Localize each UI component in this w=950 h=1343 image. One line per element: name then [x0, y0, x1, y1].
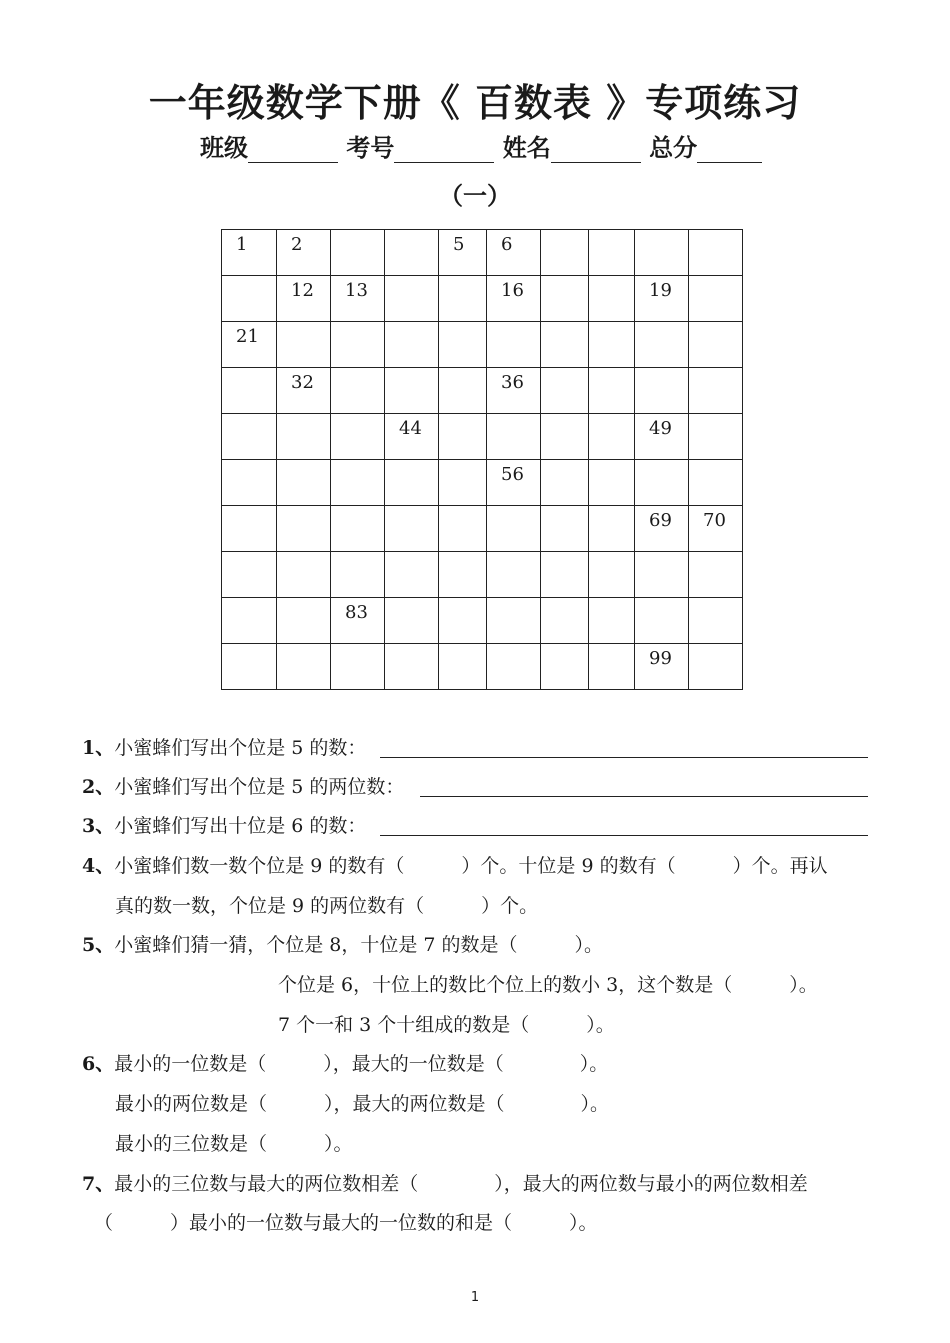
grid-cell-blank[interactable]: [589, 460, 635, 506]
grid-cell-value: [331, 460, 384, 464]
grid-cell-value: [487, 598, 540, 602]
grid-cell-value: 6: [501, 234, 513, 255]
grid-cell-blank[interactable]: [689, 230, 743, 276]
grid-cell-value: 13: [345, 280, 368, 301]
question-5-line-2: 个位是 6，十位上的数比个位上的数小 3，这个数是（ ）。: [278, 974, 818, 996]
grid-cell-value: [222, 368, 276, 372]
total-blank[interactable]: [697, 136, 762, 163]
grid-cell-blank[interactable]: [589, 276, 635, 322]
grid-cell-value: [689, 276, 742, 280]
grid-cell-blank[interactable]: [635, 322, 689, 368]
grid-cell-filled: [689, 506, 743, 552]
grid-cell-blank[interactable]: [589, 230, 635, 276]
grid-cell-value: 83: [345, 602, 368, 623]
student-info-line: [200, 128, 762, 164]
question-5-line-3: 7 个一和 3 个十组成的数是（ ）。: [278, 1014, 615, 1036]
exam-no-blank[interactable]: [394, 136, 494, 163]
grid-cell-value: [439, 506, 486, 510]
grid-cell-blank[interactable]: [635, 598, 689, 644]
grid-cell-value: [541, 598, 588, 602]
grid-cell-blank[interactable]: [635, 368, 689, 414]
grid-cell-value: [277, 414, 330, 418]
grid-cell-value: [589, 506, 634, 510]
question-7-line-1: [82, 1171, 808, 1197]
grid-cell-blank[interactable]: [277, 506, 331, 552]
grid-cell-value: [385, 230, 438, 234]
grid-cell-blank[interactable]: [689, 414, 743, 460]
grid-cell-value: [277, 506, 330, 510]
grid-cell-blank[interactable]: [541, 368, 589, 414]
grid-cell-value: [331, 230, 384, 234]
answer-line[interactable]: [380, 835, 868, 836]
grid-cell-blank[interactable]: [439, 460, 487, 506]
grid-cell-blank[interactable]: [331, 322, 385, 368]
grid-cell-blank[interactable]: [385, 322, 439, 368]
hundred-chart-grid: [221, 229, 743, 690]
question-number: 2、: [82, 776, 115, 798]
grid-cell-value: [439, 322, 486, 326]
grid-cell-filled: [277, 230, 331, 276]
grid-cell-value: [439, 460, 486, 464]
grid-cell-blank[interactable]: [222, 414, 277, 460]
grid-cell-value: [331, 506, 384, 510]
grid-cell-blank[interactable]: [635, 460, 689, 506]
grid-cell-blank[interactable]: [541, 322, 589, 368]
grid-cell-blank[interactable]: [331, 414, 385, 460]
grid-cell-blank[interactable]: [277, 644, 331, 690]
name-label: 姓名: [502, 134, 551, 162]
grid-cell-blank[interactable]: [439, 552, 487, 598]
grid-cell-value: [635, 460, 688, 464]
grid-cell-blank[interactable]: [222, 460, 277, 506]
grid-cell-value: [439, 414, 486, 418]
grid-cell-value: [635, 322, 688, 326]
grid-cell-value: [222, 506, 276, 510]
grid-cell-blank[interactable]: [589, 598, 635, 644]
total-label: 总分: [649, 134, 698, 162]
grid-cell-value: 5: [453, 234, 465, 255]
grid-row: [222, 276, 743, 322]
grid-cell-filled: [487, 276, 541, 322]
grid-cell-value: [439, 598, 486, 602]
grid-cell-value: [385, 460, 438, 464]
grid-cell-value: [222, 644, 276, 648]
question-number: 6、: [82, 1053, 115, 1075]
grid-cell-blank[interactable]: [331, 506, 385, 552]
grid-cell-value: [541, 644, 588, 648]
grid-cell-value: [277, 322, 330, 326]
grid-cell-value: 44: [399, 418, 422, 439]
grid-row: [222, 322, 743, 368]
grid-cell-value: [589, 644, 634, 648]
grid-row: [222, 598, 743, 644]
question-4-line-1: [82, 853, 828, 879]
grid-cell-blank[interactable]: [222, 552, 277, 598]
grid-cell-value: [439, 368, 486, 372]
question-2: [82, 774, 404, 800]
grid-cell-blank[interactable]: [331, 552, 385, 598]
grid-cell-blank[interactable]: [487, 552, 541, 598]
grid-cell-value: [689, 644, 742, 648]
grid-cell-value: 1: [236, 234, 248, 255]
question-4-line-2: 真的数一数，个位是 9 的两位数有（ ）个。: [115, 895, 539, 917]
grid-cell-value: [385, 598, 438, 602]
grid-cell-value: [277, 552, 330, 556]
grid-cell-value: [689, 552, 742, 556]
grid-cell-blank[interactable]: [541, 414, 589, 460]
question-text: 小蜜蜂们写出个位是 5 的两位数：: [114, 776, 405, 798]
grid-cell-value: [487, 644, 540, 648]
grid-cell-value: 70: [703, 510, 726, 531]
grid-cell-value: 32: [291, 372, 314, 393]
grid-cell-value: [689, 598, 742, 602]
question-text: 小蜜蜂们猜一猜，个位是 8，十位是 7 的数是（ ）。: [114, 934, 604, 956]
grid-cell-blank[interactable]: [222, 598, 277, 644]
grid-cell-value: 49: [649, 418, 672, 439]
question-1: [82, 735, 366, 761]
grid-cell-value: 99: [649, 648, 672, 669]
grid-cell-value: [385, 552, 438, 556]
grid-row: [222, 414, 743, 460]
page-number: 1: [470, 1290, 480, 1305]
grid-cell-value: [689, 460, 742, 464]
grid-cell-blank[interactable]: [277, 598, 331, 644]
question-6-line-2: 最小的两位数是（ ），最大的两位数是（ ）。: [115, 1093, 610, 1115]
grid-cell-value: 36: [501, 372, 524, 393]
class-label: 班级: [200, 134, 248, 162]
grid-cell-blank[interactable]: [439, 414, 487, 460]
grid-cell-value: [589, 276, 634, 280]
name-blank[interactable]: [551, 136, 641, 163]
grid-cell-blank[interactable]: [589, 552, 635, 598]
grid-cell-blank[interactable]: [487, 598, 541, 644]
grid-cell-blank[interactable]: [277, 322, 331, 368]
question-number: 4、: [82, 855, 115, 877]
grid-cell-filled: [277, 276, 331, 322]
grid-cell-value: [487, 506, 540, 510]
question-6-line-3: 最小的三位数是（ ）。: [115, 1133, 353, 1155]
grid-cell-blank[interactable]: [541, 276, 589, 322]
grid-cell-blank[interactable]: [439, 598, 487, 644]
grid-cell-filled: [487, 230, 541, 276]
grid-cell-blank[interactable]: [689, 368, 743, 414]
grid-cell-blank[interactable]: [487, 506, 541, 552]
grid-cell-blank[interactable]: [589, 322, 635, 368]
grid-cell-value: [635, 552, 688, 556]
grid-cell-blank[interactable]: [277, 460, 331, 506]
exam-no-label: 考号: [346, 134, 395, 162]
grid-cell-value: [541, 414, 588, 418]
grid-cell-blank[interactable]: [385, 230, 439, 276]
worksheet-title: 一年级数学下册《 百数表 》专项练习: [148, 81, 802, 125]
section-label: （一）: [439, 182, 511, 210]
grid-cell-value: [589, 368, 634, 372]
grid-row: [222, 230, 743, 276]
grid-cell-blank[interactable]: [222, 368, 277, 414]
grid-cell-blank[interactable]: [439, 322, 487, 368]
grid-cell-blank[interactable]: [589, 414, 635, 460]
grid-row: [222, 506, 743, 552]
grid-cell-value: [635, 230, 688, 234]
grid-cell-blank[interactable]: [541, 644, 589, 690]
question-number: 1、: [82, 737, 115, 759]
grid-cell-blank[interactable]: [385, 552, 439, 598]
grid-cell-filled: [487, 460, 541, 506]
grid-cell-blank[interactable]: [541, 552, 589, 598]
grid-cell-blank[interactable]: [222, 644, 277, 690]
grid-cell-value: [541, 322, 588, 326]
grid-cell-blank[interactable]: [689, 276, 743, 322]
grid-cell-blank[interactable]: [222, 506, 277, 552]
grid-cell-blank[interactable]: [222, 276, 277, 322]
grid-cell-filled: [277, 368, 331, 414]
question-text: 小蜜蜂们写出十位是 6 的数：: [114, 815, 367, 837]
grid-cell-value: [487, 552, 540, 556]
grid-cell-value: [689, 230, 742, 234]
grid-cell-blank[interactable]: [635, 552, 689, 598]
question-number: 3、: [82, 815, 115, 837]
grid-cell-value: [589, 460, 634, 464]
grid-cell-blank[interactable]: [385, 460, 439, 506]
grid-cell-value: [385, 644, 438, 648]
grid-cell-value: [331, 414, 384, 418]
grid-cell-blank[interactable]: [541, 460, 589, 506]
grid-cell-value: [589, 230, 634, 234]
grid-cell-value: [385, 506, 438, 510]
grid-cell-value: [331, 322, 384, 326]
grid-cell-value: [277, 460, 330, 464]
grid-cell-value: [635, 598, 688, 602]
grid-cell-blank[interactable]: [589, 644, 635, 690]
grid-cell-value: [589, 598, 634, 602]
grid-cell-blank[interactable]: [541, 506, 589, 552]
grid-cell-value: [541, 506, 588, 510]
question-text: 小蜜蜂们数一数个位是 9 的数有（ ）个。十位是 9 的数有（ ）个。再认: [114, 855, 828, 877]
grid-cell-value: [541, 230, 588, 234]
grid-cell-blank[interactable]: [277, 414, 331, 460]
class-blank[interactable]: [248, 136, 338, 163]
grid-cell-filled: [635, 644, 689, 690]
grid-cell-value: [277, 598, 330, 602]
grid-cell-blank[interactable]: [331, 460, 385, 506]
grid-cell-value: 56: [501, 464, 524, 485]
grid-cell-blank[interactable]: [487, 644, 541, 690]
grid-cell-blank[interactable]: [331, 230, 385, 276]
grid-cell-value: 12: [291, 280, 314, 301]
grid-cell-value: 16: [501, 280, 524, 301]
grid-cell-value: [222, 552, 276, 556]
grid-cell-value: [589, 414, 634, 418]
grid-cell-value: 19: [649, 280, 672, 301]
question-text: 最小的三位数与最大的两位数相差（ ），最大的两位数与最小的两位数相差: [114, 1173, 808, 1195]
grid-cell-blank[interactable]: [689, 322, 743, 368]
grid-cell-filled: [635, 414, 689, 460]
grid-cell-filled: [635, 276, 689, 322]
grid-cell-value: [689, 414, 742, 418]
grid-cell-value: [222, 598, 276, 602]
grid-cell-value: 2: [291, 234, 303, 255]
grid-cell-blank[interactable]: [689, 598, 743, 644]
grid-cell-value: [331, 644, 384, 648]
grid-cell-filled: [222, 230, 277, 276]
grid-cell-filled: [385, 414, 439, 460]
grid-cell-blank[interactable]: [589, 506, 635, 552]
grid-cell-value: [385, 368, 438, 372]
grid-cell-blank[interactable]: [689, 644, 743, 690]
grid-cell-filled: [439, 230, 487, 276]
grid-cell-blank[interactable]: [541, 230, 589, 276]
grid-cell-value: [487, 414, 540, 418]
grid-cell-blank[interactable]: [635, 230, 689, 276]
question-3: [82, 813, 366, 839]
grid-cell-value: [635, 368, 688, 372]
grid-cell-value: [222, 414, 276, 418]
grid-cell-filled: [487, 368, 541, 414]
grid-cell-value: [331, 368, 384, 372]
grid-cell-value: [541, 552, 588, 556]
grid-cell-value: [589, 552, 634, 556]
grid-cell-blank[interactable]: [277, 552, 331, 598]
grid-cell-filled: [331, 276, 385, 322]
grid-cell-blank[interactable]: [689, 460, 743, 506]
grid-row: [222, 644, 743, 690]
answer-line[interactable]: [380, 757, 868, 758]
question-5-line-1: [82, 932, 603, 958]
question-number: 5、: [82, 934, 115, 956]
grid-cell-filled: [222, 322, 277, 368]
grid-cell-value: [222, 276, 276, 280]
grid-cell-value: [385, 322, 438, 326]
grid-cell-value: [222, 460, 276, 464]
grid-cell-blank[interactable]: [385, 644, 439, 690]
grid-cell-blank[interactable]: [385, 368, 439, 414]
grid-cell-blank[interactable]: [385, 506, 439, 552]
grid-cell-value: [487, 322, 540, 326]
grid-cell-blank[interactable]: [439, 368, 487, 414]
grid-cell-value: 21: [236, 326, 259, 347]
grid-cell-blank[interactable]: [589, 368, 635, 414]
grid-cell-blank[interactable]: [439, 644, 487, 690]
question-text: 小蜜蜂们写出个位是 5 的数：: [114, 737, 367, 759]
grid-cell-blank[interactable]: [439, 506, 487, 552]
grid-cell-filled: [331, 598, 385, 644]
grid-cell-value: [541, 276, 588, 280]
grid-row: [222, 460, 743, 506]
grid-cell-value: [439, 552, 486, 556]
grid-row: [222, 552, 743, 598]
grid-cell-blank[interactable]: [385, 276, 439, 322]
answer-line[interactable]: [420, 796, 868, 797]
question-6-line-1: [82, 1051, 608, 1077]
grid-cell-filled: [635, 506, 689, 552]
grid-cell-value: [689, 322, 742, 326]
grid-cell-value: 69: [649, 510, 672, 531]
question-text: 最小的一位数是（ ），最大的一位数是（ ）。: [114, 1053, 609, 1075]
grid-cell-blank[interactable]: [541, 598, 589, 644]
grid-cell-value: [385, 276, 438, 280]
question-7-line-2: （ ）最小的一位数与最大的一位数的和是（ ）。: [94, 1212, 598, 1234]
grid-cell-blank[interactable]: [439, 276, 487, 322]
question-number: 7、: [82, 1173, 115, 1195]
grid-cell-blank[interactable]: [487, 414, 541, 460]
grid-cell-value: [689, 368, 742, 372]
grid-cell-value: [331, 552, 384, 556]
grid-cell-blank[interactable]: [487, 322, 541, 368]
grid-cell-value: [541, 460, 588, 464]
grid-cell-blank[interactable]: [689, 552, 743, 598]
grid-cell-value: [541, 368, 588, 372]
grid-cell-blank[interactable]: [331, 368, 385, 414]
grid-cell-blank[interactable]: [385, 598, 439, 644]
grid-cell-value: [277, 644, 330, 648]
grid-cell-value: [589, 322, 634, 326]
grid-row: [222, 368, 743, 414]
grid-cell-value: [439, 644, 486, 648]
grid-cell-value: [439, 276, 486, 280]
grid-cell-blank[interactable]: [331, 644, 385, 690]
